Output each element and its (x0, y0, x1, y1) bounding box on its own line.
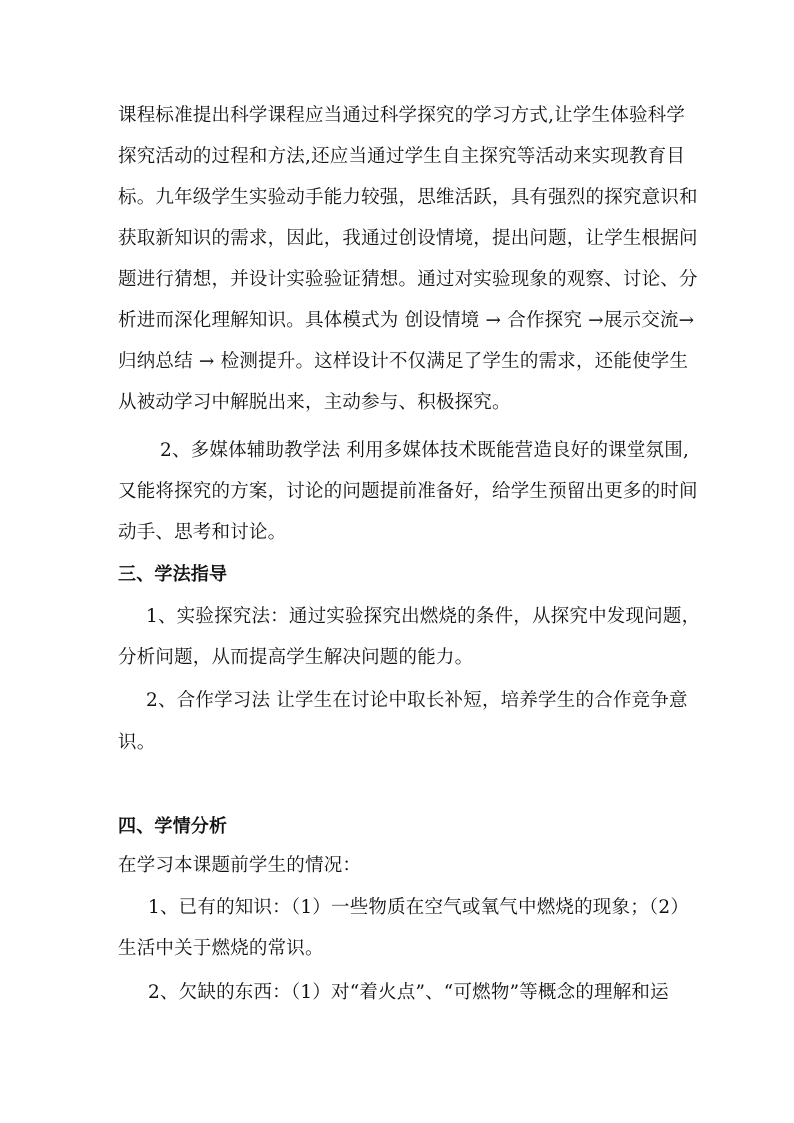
paragraph-line: 在学习本课题前学生的情况： (118, 855, 362, 876)
paragraph-line: 归纳总结 → 检测提升。这样设计不仅满足了学生的需求，还能使学生 (118, 351, 689, 372)
paragraph-line: 又能将探究的方案，讨论的问题提前准备好，给学生预留出更多的时间 (118, 481, 698, 502)
paragraph-line: 课程标准提出科学课程应当通过科学探究的学习方式,让学生体验科学 (118, 105, 686, 126)
paragraph-line: 2、合作学习法 让学生在讨论中取长补短，培养学生的合作竞争意 (146, 690, 688, 711)
paragraph-line: 生活中关于燃烧的常识。 (118, 938, 324, 959)
paragraph-line: 动手、思考和讨论。 (118, 522, 287, 543)
paragraph-line: 标。九年级学生实验动手能力较强，思维活跃，具有强烈的探究意识和 (118, 187, 698, 208)
paragraph-line: 题进行猜想，并设计实验验证猜想。通过对实验现象的观察、讨论、分 (118, 269, 698, 290)
paragraph-line: 分析问题，从而提高学生解决问题的能力。 (118, 647, 474, 668)
paragraph-line: 1、实验探究法：通过实验探究出燃烧的条件，从探究中发现问题， (146, 606, 701, 627)
paragraph-line: 从被动学习中解脱出来，主动参与、积极探究。 (118, 392, 511, 413)
paragraph-line: 析进而深化理解知识。具体模式为 创设情境 → 合作探究 →展示交流→ (118, 310, 695, 331)
paragraph-line: 识。 (118, 732, 156, 753)
section-heading: 四、学情分析 (118, 816, 228, 837)
paragraph-line: 探究活动的过程和方法,还应当通过学生自主探究等活动来实现教育目 (118, 146, 686, 167)
paragraph-line: 2、欠缺的东西：（1）对“着火点”、“可燃物”等概念的理解和运 (148, 982, 669, 1003)
paragraph-line: 获取新知识的需求，因此，我通过创设情境，提出问题，让学生根据问 (118, 228, 698, 249)
paragraph-line: 2、多媒体辅助教学法 利用多媒体技术既能营造良好的课堂氛围, (160, 440, 690, 461)
section-heading: 三、学法指导 (118, 564, 228, 585)
paragraph-line: 1、已有的知识：（1）一些物质在空气或氧气中燃烧的现象；（2） (148, 897, 690, 918)
